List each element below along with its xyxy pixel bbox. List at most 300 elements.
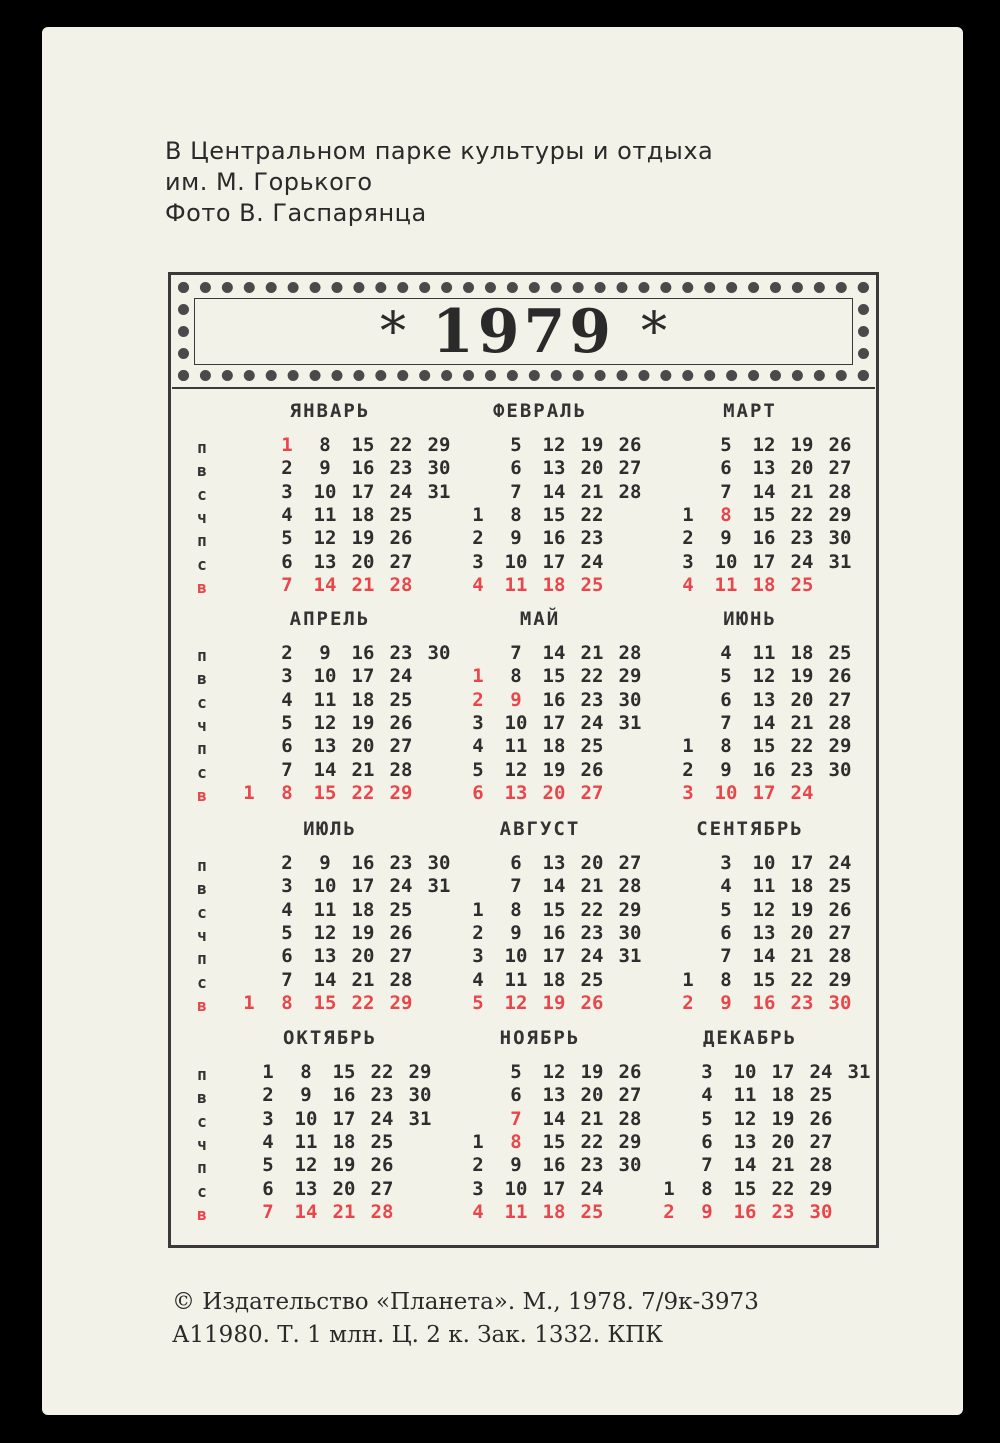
- day-cell: 5: [720, 898, 732, 921]
- day-cell: 5: [281, 711, 293, 734]
- day-cell: 21: [771, 1154, 795, 1177]
- day-cell: 13: [752, 457, 776, 480]
- day-cell: 9: [319, 852, 331, 874]
- day-cell: 5: [281, 527, 293, 550]
- day-cell: 24: [580, 1177, 604, 1200]
- day-cell: 30: [427, 852, 451, 874]
- day-cell: 16: [752, 991, 776, 1014]
- day-cell: 29: [408, 1061, 432, 1083]
- day-cell: 30: [618, 1154, 642, 1177]
- day-cell: 13: [542, 457, 566, 480]
- day-cell: 10: [313, 480, 337, 503]
- day-cell: 2: [663, 1200, 675, 1223]
- day-cell: 19: [542, 991, 566, 1014]
- day-cell: 25: [580, 573, 604, 596]
- weekday-label: п: [197, 1065, 207, 1084]
- weekday-label: с: [197, 692, 207, 712]
- day-cell: 15: [332, 1061, 356, 1083]
- day-cell: 8: [720, 503, 732, 526]
- day-cell: 19: [771, 1107, 795, 1130]
- weekday-label: п: [197, 646, 207, 665]
- day-cell: 18: [542, 735, 566, 758]
- day-cell: 20: [790, 921, 814, 944]
- day-cell: 22: [790, 503, 814, 526]
- day-cell: 2: [281, 457, 293, 480]
- day-cell: 3: [682, 781, 694, 804]
- day-cell: 25: [580, 968, 604, 991]
- day-cell: 26: [370, 1154, 394, 1177]
- day-cell: 15: [752, 735, 776, 758]
- day-cell: 22: [389, 434, 413, 456]
- day-cell: 27: [618, 1084, 642, 1107]
- day-cell: 7: [281, 968, 293, 991]
- day-cell: 24: [370, 1107, 394, 1130]
- weekday-label: с: [197, 902, 207, 922]
- day-cell: 12: [542, 1061, 566, 1083]
- day-cell: 7: [701, 1154, 713, 1177]
- day-cell: 3: [472, 711, 484, 734]
- day-cell: 23: [389, 457, 413, 480]
- day-cell: 11: [752, 642, 776, 664]
- day-cell: 1: [472, 665, 484, 688]
- day-cell: 5: [472, 991, 484, 1014]
- day-cell: 28: [618, 480, 642, 503]
- day-cell: 2: [682, 527, 694, 550]
- day-cell: 11: [733, 1084, 757, 1107]
- day-cell: 31: [618, 945, 642, 968]
- day-cell: 4: [720, 642, 732, 664]
- day-cell: 18: [332, 1130, 356, 1153]
- day-cell: 15: [542, 503, 566, 526]
- day-cell: 28: [370, 1200, 394, 1223]
- day-cell: 8: [300, 1061, 312, 1083]
- day-cell: 2: [262, 1084, 274, 1107]
- day-cell: 7: [510, 642, 522, 664]
- day-cell: 5: [472, 758, 484, 781]
- day-cell: 21: [332, 1200, 356, 1223]
- star-icon-left: *: [380, 302, 406, 362]
- weekday-label: с: [197, 484, 207, 504]
- weekday-label: с: [197, 972, 207, 992]
- day-cell: 16: [542, 527, 566, 550]
- day-cell: 4: [701, 1084, 713, 1107]
- day-cell: 13: [752, 921, 776, 944]
- weekday-label: п: [197, 1158, 207, 1178]
- day-cell: 23: [580, 527, 604, 550]
- day-cell: 2: [682, 991, 694, 1014]
- day-cell: 19: [580, 1061, 604, 1083]
- day-cell: 17: [542, 711, 566, 734]
- day-cell: 2: [682, 758, 694, 781]
- weekday-label: в: [197, 785, 207, 805]
- day-cell: 23: [790, 758, 814, 781]
- day-cell: 2: [472, 1154, 484, 1177]
- day-cell: 5: [510, 1061, 522, 1083]
- day-cell: 21: [580, 875, 604, 898]
- month-name: МАЙ: [519, 608, 561, 630]
- day-cell: 10: [313, 875, 337, 898]
- day-cell: 17: [771, 1061, 795, 1083]
- day-cell: 6: [510, 457, 522, 480]
- day-cell: 20: [771, 1130, 795, 1153]
- day-cell: 5: [720, 434, 732, 456]
- month-name: ФЕВРАЛЬ: [492, 400, 588, 422]
- day-cell: 14: [752, 480, 776, 503]
- day-cell: 4: [472, 573, 484, 596]
- day-cell: 3: [281, 480, 293, 503]
- day-cell: 9: [701, 1200, 713, 1223]
- day-cell: 4: [472, 1200, 484, 1223]
- day-cell: 7: [281, 758, 293, 781]
- day-cell: 17: [542, 1177, 566, 1200]
- day-cell: 13: [504, 781, 528, 804]
- day-cell: 30: [828, 991, 852, 1014]
- day-cell: 9: [319, 457, 331, 480]
- day-cell: 24: [790, 550, 814, 573]
- day-cell: 5: [701, 1107, 713, 1130]
- day-cell: 6: [720, 457, 732, 480]
- day-cell: 22: [790, 968, 814, 991]
- day-cell: 25: [790, 573, 814, 596]
- day-cell: 7: [262, 1200, 274, 1223]
- day-cell: 25: [389, 688, 413, 711]
- day-cell: 8: [281, 991, 293, 1014]
- day-cell: 26: [580, 758, 604, 781]
- day-cell: 10: [714, 550, 738, 573]
- day-cell: 12: [294, 1154, 318, 1177]
- day-cell: 26: [580, 991, 604, 1014]
- day-cell: 3: [262, 1107, 274, 1130]
- day-cell: 3: [472, 945, 484, 968]
- day-cell: 1: [682, 503, 694, 526]
- day-cell: 27: [828, 688, 852, 711]
- day-cell: 3: [720, 852, 732, 874]
- day-cell: 19: [351, 711, 375, 734]
- day-cell: 4: [281, 898, 293, 921]
- day-cell: 11: [313, 688, 337, 711]
- day-cell: 19: [351, 921, 375, 944]
- day-cell: 4: [472, 735, 484, 758]
- day-cell: 20: [351, 735, 375, 758]
- day-cell: 23: [580, 1154, 604, 1177]
- day-cell: 15: [752, 503, 776, 526]
- day-cell: 27: [580, 781, 604, 804]
- day-cell: 31: [408, 1107, 432, 1130]
- day-cell: 6: [510, 852, 522, 874]
- weekday-label: с: [197, 554, 207, 574]
- day-cell: 21: [580, 1107, 604, 1130]
- day-cell: 30: [427, 642, 451, 664]
- day-cell: 27: [828, 457, 852, 480]
- day-cell: 22: [370, 1061, 394, 1083]
- day-cell: 24: [389, 480, 413, 503]
- day-cell: 22: [580, 898, 604, 921]
- day-cell: 13: [542, 852, 566, 874]
- day-cell: 1: [472, 503, 484, 526]
- day-cell: 27: [618, 457, 642, 480]
- day-cell: 18: [542, 573, 566, 596]
- day-cell: 20: [351, 945, 375, 968]
- day-cell: 23: [389, 642, 413, 664]
- day-cell: 20: [790, 688, 814, 711]
- weekday-label: п: [197, 531, 207, 551]
- day-cell: 17: [332, 1107, 356, 1130]
- day-cell: 21: [580, 480, 604, 503]
- day-cell: 11: [504, 1200, 528, 1223]
- day-cell: 9: [720, 991, 732, 1014]
- day-cell: 4: [472, 968, 484, 991]
- day-cell: 9: [300, 1084, 312, 1107]
- day-cell: 21: [351, 573, 375, 596]
- day-cell: 18: [771, 1084, 795, 1107]
- day-cell: 13: [313, 550, 337, 573]
- weekday-label: с: [197, 1181, 207, 1201]
- day-cell: 15: [733, 1177, 757, 1200]
- day-cell: 18: [790, 875, 814, 898]
- day-cell: 25: [580, 735, 604, 758]
- day-cell: 24: [790, 781, 814, 804]
- day-cell: 18: [351, 688, 375, 711]
- day-cell: 7: [720, 945, 732, 968]
- day-cell: 3: [281, 665, 293, 688]
- day-cell: 30: [427, 457, 451, 480]
- day-cell: 28: [828, 711, 852, 734]
- day-cell: 17: [351, 480, 375, 503]
- day-cell: 16: [733, 1200, 757, 1223]
- day-cell: 2: [472, 527, 484, 550]
- day-cell: 4: [720, 875, 732, 898]
- day-cell: 18: [542, 968, 566, 991]
- day-cell: 25: [828, 642, 852, 664]
- day-cell: 12: [313, 527, 337, 550]
- day-cell: 6: [281, 945, 293, 968]
- day-cell: 27: [618, 852, 642, 874]
- weekday-label: п: [197, 856, 207, 875]
- day-cell: 21: [790, 711, 814, 734]
- day-cell: 19: [332, 1154, 356, 1177]
- day-cell: 26: [618, 434, 642, 456]
- day-cell: 10: [504, 945, 528, 968]
- day-cell: 3: [682, 550, 694, 573]
- day-cell: 26: [828, 898, 852, 921]
- day-cell: 25: [809, 1084, 833, 1107]
- day-cell: 14: [542, 875, 566, 898]
- day-cell: 16: [351, 642, 375, 664]
- day-cell: 21: [351, 758, 375, 781]
- day-cell: 15: [542, 665, 566, 688]
- day-cell: 18: [790, 642, 814, 664]
- day-cell: 24: [580, 945, 604, 968]
- day-cell: 10: [752, 852, 776, 874]
- day-cell: 11: [313, 898, 337, 921]
- day-cell: 16: [542, 688, 566, 711]
- day-cell: 15: [752, 968, 776, 991]
- weekday-label: с: [197, 1111, 207, 1131]
- day-cell: 15: [542, 1130, 566, 1153]
- day-cell: 11: [313, 503, 337, 526]
- weekday-label: в: [197, 995, 207, 1015]
- day-cell: 26: [828, 434, 852, 456]
- day-cell: 16: [542, 1154, 566, 1177]
- day-cell: 11: [504, 735, 528, 758]
- day-cell: 6: [262, 1177, 274, 1200]
- day-cell: 21: [790, 945, 814, 968]
- weekday-label: с: [197, 762, 207, 782]
- day-cell: 14: [313, 573, 337, 596]
- day-cell: 30: [809, 1200, 833, 1223]
- day-cell: 17: [752, 550, 776, 573]
- day-cell: 23: [771, 1200, 795, 1223]
- day-cell: 28: [618, 642, 642, 664]
- day-cell: 9: [510, 688, 522, 711]
- day-cell: 22: [580, 1130, 604, 1153]
- day-cell: 29: [389, 781, 413, 804]
- year-row: [172, 297, 875, 367]
- day-cell: 9: [510, 527, 522, 550]
- day-cell: 22: [351, 781, 375, 804]
- day-cell: 19: [790, 898, 814, 921]
- month-name: МАРТ: [723, 400, 777, 422]
- day-cell: 2: [472, 921, 484, 944]
- day-cell: 31: [427, 875, 451, 898]
- weekday-label: ч: [197, 507, 207, 527]
- day-cell: 15: [313, 781, 337, 804]
- day-cell: 10: [504, 1177, 528, 1200]
- day-cell: 17: [351, 875, 375, 898]
- day-cell: 2: [281, 642, 293, 664]
- weekday-label: в: [197, 577, 207, 597]
- day-cell: 20: [332, 1177, 356, 1200]
- day-cell: 14: [542, 480, 566, 503]
- print-info-line: А11980. Т. 1 млн. Ц. 2 к. Зак. 1332. КПК: [172, 1322, 664, 1348]
- weekday-label: в: [197, 879, 207, 899]
- day-cell: 9: [510, 1154, 522, 1177]
- day-cell: 20: [580, 1084, 604, 1107]
- day-cell: 11: [504, 573, 528, 596]
- day-cell: 17: [542, 550, 566, 573]
- year-title: 1979: [432, 297, 615, 367]
- month-name: НОЯБРЬ: [499, 1027, 581, 1049]
- publisher-line: © Издательство «Планета». М., 1978. 7/9к-3973: [172, 1289, 759, 1315]
- day-cell: 1: [281, 434, 293, 456]
- day-cell: 29: [389, 991, 413, 1014]
- day-cell: 3: [472, 1177, 484, 1200]
- day-cell: 25: [828, 875, 852, 898]
- day-cell: 14: [313, 758, 337, 781]
- day-cell: 14: [752, 711, 776, 734]
- day-cell: 9: [720, 758, 732, 781]
- day-cell: 1: [262, 1061, 274, 1083]
- day-cell: 5: [262, 1154, 274, 1177]
- day-cell: 24: [580, 550, 604, 573]
- day-cell: 25: [370, 1130, 394, 1153]
- day-cell: 13: [313, 945, 337, 968]
- day-cell: 29: [427, 434, 451, 456]
- caption-line-1: В Центральном парке культуры и отдыха: [165, 137, 714, 165]
- day-cell: 31: [427, 480, 451, 503]
- day-cell: 2: [281, 852, 293, 874]
- day-cell: 6: [281, 735, 293, 758]
- day-cell: 26: [389, 711, 413, 734]
- day-cell: 4: [281, 688, 293, 711]
- year-banner: [172, 276, 875, 389]
- day-cell: 17: [351, 665, 375, 688]
- day-cell: 6: [720, 921, 732, 944]
- day-cell: 31: [618, 711, 642, 734]
- day-cell: 8: [510, 898, 522, 921]
- day-cell: 8: [281, 781, 293, 804]
- day-cell: 29: [618, 898, 642, 921]
- day-cell: 25: [389, 898, 413, 921]
- day-cell: 30: [828, 758, 852, 781]
- weekday-label: в: [197, 461, 207, 481]
- day-cell: 22: [771, 1177, 795, 1200]
- day-cell: 24: [809, 1061, 833, 1083]
- month-name: ИЮЛЬ: [303, 818, 357, 840]
- weekday-label: ч: [197, 1134, 207, 1154]
- day-cell: 1: [663, 1177, 675, 1200]
- day-cell: 31: [828, 550, 852, 573]
- weekday-label: ч: [197, 925, 207, 945]
- day-cell: 22: [351, 991, 375, 1014]
- day-cell: 3: [281, 875, 293, 898]
- day-cell: 12: [752, 665, 776, 688]
- day-cell: 8: [720, 968, 732, 991]
- day-cell: 3: [701, 1061, 713, 1083]
- day-cell: 23: [790, 527, 814, 550]
- day-cell: 7: [720, 711, 732, 734]
- day-cell: 28: [618, 875, 642, 898]
- day-cell: 10: [313, 665, 337, 688]
- day-cell: 20: [790, 457, 814, 480]
- day-cell: 15: [351, 434, 375, 456]
- day-cell: 27: [389, 735, 413, 758]
- day-cell: 29: [828, 968, 852, 991]
- day-cell: 18: [351, 898, 375, 921]
- day-cell: 16: [542, 921, 566, 944]
- day-cell: 10: [714, 781, 738, 804]
- day-cell: 14: [733, 1154, 757, 1177]
- day-cell: 11: [504, 968, 528, 991]
- day-cell: 7: [720, 480, 732, 503]
- weekday-label: п: [197, 739, 207, 759]
- day-cell: 10: [504, 711, 528, 734]
- day-cell: 20: [580, 852, 604, 874]
- day-cell: 7: [510, 875, 522, 898]
- day-cell: 16: [332, 1084, 356, 1107]
- day-cell: 18: [752, 573, 776, 596]
- month-name: ДЕКАБРЬ: [702, 1027, 798, 1049]
- day-cell: 28: [828, 480, 852, 503]
- day-cell: 12: [752, 434, 776, 456]
- day-cell: 13: [733, 1130, 757, 1153]
- day-cell: 7: [281, 573, 293, 596]
- month-name: ИЮНЬ: [723, 608, 777, 630]
- day-cell: 23: [580, 921, 604, 944]
- day-cell: 21: [580, 642, 604, 664]
- day-cell: 1: [682, 968, 694, 991]
- day-cell: 11: [714, 573, 738, 596]
- day-cell: 20: [351, 550, 375, 573]
- day-cell: 1: [472, 898, 484, 921]
- day-cell: 11: [294, 1130, 318, 1153]
- day-cell: 14: [542, 642, 566, 664]
- day-cell: 13: [294, 1177, 318, 1200]
- day-cell: 28: [389, 968, 413, 991]
- day-cell: 26: [389, 527, 413, 550]
- day-cell: 16: [351, 457, 375, 480]
- day-cell: 13: [313, 735, 337, 758]
